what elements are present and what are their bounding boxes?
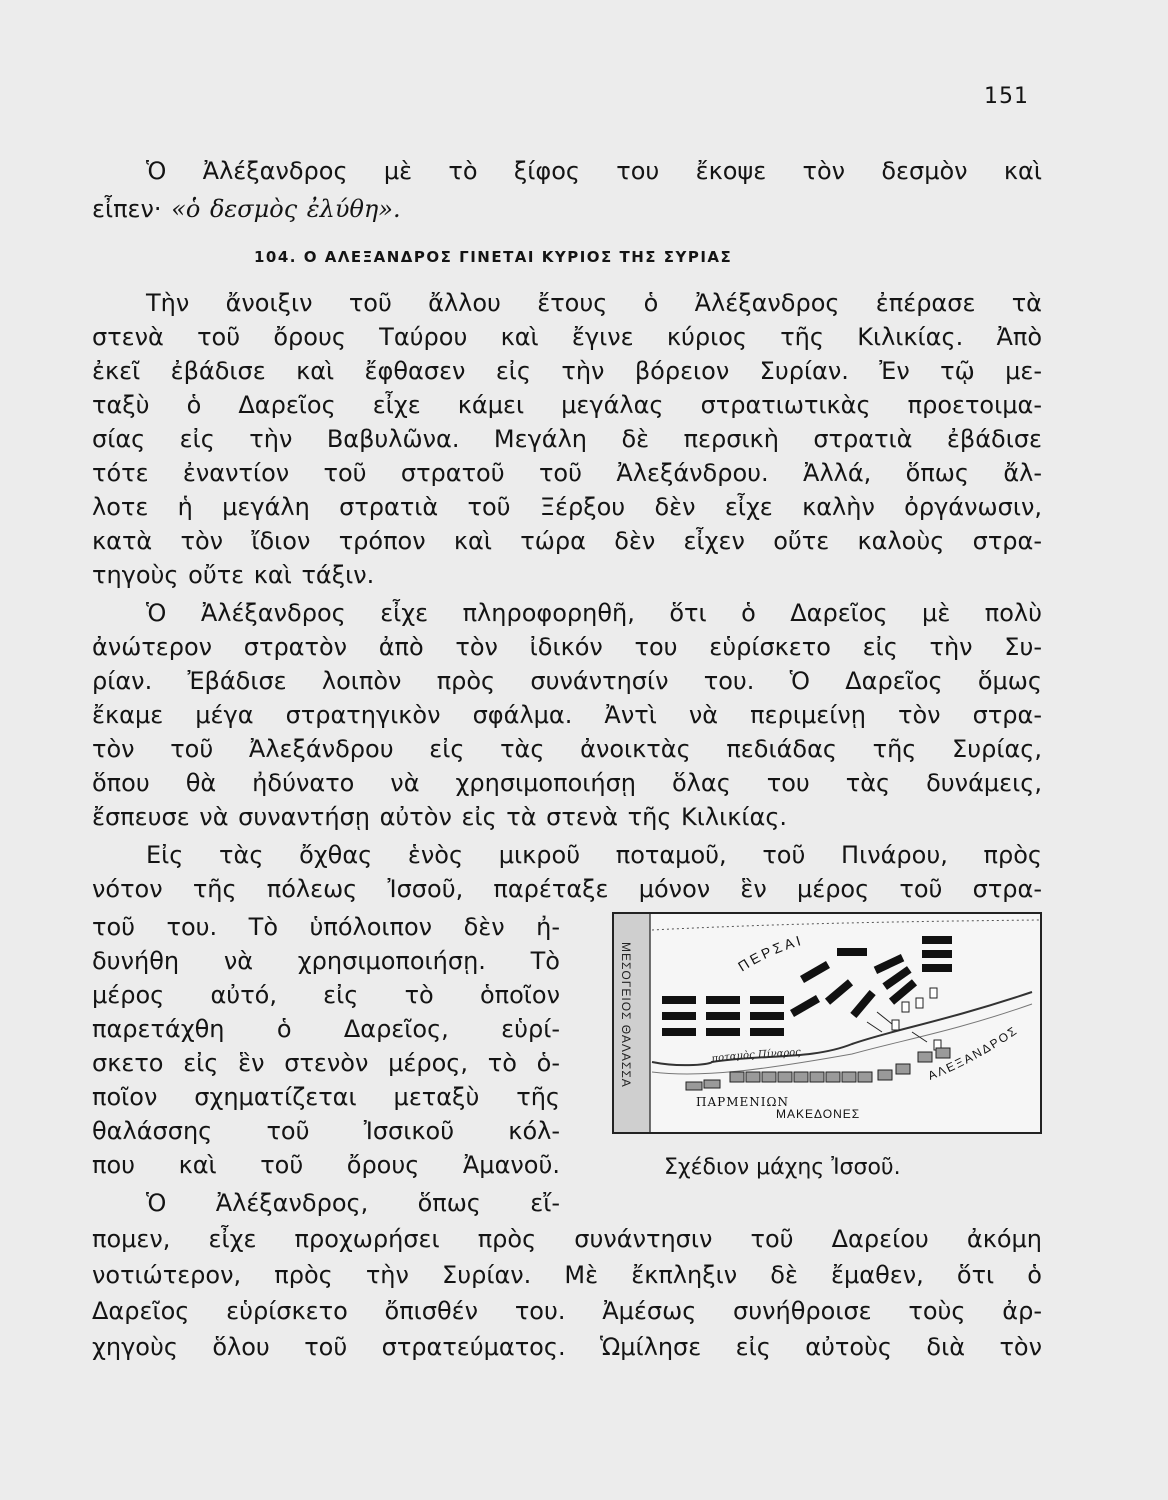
- p1-line: κατὰ τὸν ἴδιον τρόπον καὶ τώρα δὲν εἶχεν οὔτε καλοὺς στρα-: [92, 527, 1042, 555]
- p1-line: ἐκεῖ ἐβάδισε καὶ ἔφθασεν εἰς τὴν βόρειον Συρίαν. Ἐν τῷ με-: [92, 357, 1042, 385]
- map-caption: Σχέδιον μάχης Ἰσσοῦ.: [664, 1155, 901, 1180]
- page-number: 151: [984, 84, 1029, 109]
- p3-short-line: σκετο εἰς ἓν στενὸν μέρος, τὸ ὁ-: [92, 1049, 560, 1077]
- p4-line: Δαρεῖος εὑρίσκετο ὄπισθέν του. Ἀμέσως συνήθροισε τοὺς ἀρ-: [92, 1297, 1042, 1325]
- p2-line: ἔκαμε μέγα στρατηγικὸν σφάλμα. Ἀντὶ νὰ περιμείνῃ τὸν στρα-: [92, 701, 1042, 729]
- p2-line: ἀνώτερον στρατὸν ἀπὸ τὸν ἰδικόν του εὑρίσκετο εἰς τὴν Συ-: [92, 633, 1042, 661]
- p1-line: στενὰ τοῦ ὄρους Ταύρου καὶ ἔγινε κύριος τῆς Κιλικίας. Ἀπὸ: [92, 323, 1042, 351]
- p1-line: τότε ἐναντίον τοῦ στρατοῦ τοῦ Ἀλεξάνδρου. Ἀλλά, ὅπως ἄλ-: [92, 459, 1042, 487]
- parmenion-label: ΠΑΡΜΕΝΙΩΝ: [696, 1095, 789, 1109]
- p1-line: λοτε ἡ μεγάλη στρατιὰ τοῦ Ξέρξου δὲν εἶχε καλὴν ὀργάνωσιν,: [92, 493, 1042, 521]
- p2-line: ἔσπευσε νὰ συναντήσῃ αὐτὸν εἰς τὰ στενὰ τῆς Κιλικίας.: [92, 803, 788, 831]
- p3-line: νότον τῆς πόλεως Ἰσσοῦ, παρέταξε μόνον ἓν μέρος τοῦ στρα-: [92, 875, 1042, 903]
- map-frame: [613, 913, 1041, 1133]
- p4-line: νοτιώτερον, πρὸς τὴν Συρίαν. Μὲ ἔκπληξιν δὲ ἔμαθεν, ὅτι ὁ: [92, 1261, 1042, 1289]
- p2-line: Ὁ Ἀλέξανδρος εἶχε πληροφορηθῆ, ὅτι ὁ Δαρεῖος μὲ πολὺ: [146, 599, 1042, 627]
- intro-line-2: [92, 194, 1042, 224]
- p1-line: σίας εἰς τὴν Βαβυλῶνα. Μεγάλη δὲ περσικὴ στρατιὰ ἐβάδισε: [92, 425, 1042, 453]
- p3-short-line: μέρος αὐτό, εἰς τὸ ὁποῖον: [92, 981, 560, 1009]
- p3-short-line: παρετάχθη ὁ Δαρεῖος, εὑρί-: [92, 1015, 560, 1043]
- p4-line: χηγοὺς ὅλου τοῦ στρατεύματος. Ὡμίλησε εἰς αὐτοὺς διὰ τὸν: [92, 1333, 1042, 1361]
- intro-quote: «ὁ δεσμὸς ἐλύθη».: [171, 195, 401, 223]
- p2-line: ρίαν. Ἐβάδισε λοιπὸν πρὸς συνάντησίν του. Ὁ Δαρεῖος ὅμως: [92, 667, 1042, 695]
- intro-line-1: Ὁ Ἀλέξανδρος μὲ τὸ ξίφος του ἔκοψε τὸν δεσμὸν καὶ: [146, 157, 1042, 185]
- p3-line: Εἰς τὰς ὄχθας ἑνὸς μικροῦ ποταμοῦ, τοῦ Πινάρου, πρὸς: [146, 841, 1042, 869]
- macedonians-label: ΜΑΚΕΔΟΝΕΣ: [776, 1107, 861, 1121]
- p3-short-line: δυνήθη νὰ χρησιμοποιήσῃ. Τὸ: [92, 947, 560, 975]
- p3-short-line: ποῖον σχηματίζεται μεταξὺ τῆς: [92, 1083, 560, 1111]
- persians-label: ΠΕΡΣΑΙ: [735, 931, 806, 975]
- river-label: ποταμὸς Πίναρος: [710, 1046, 802, 1065]
- p3-short-line: θαλάσσης τοῦ Ἰσσικοῦ κόλ-: [92, 1117, 560, 1145]
- p3-short-line: που καὶ τοῦ ὄρους Ἀμανοῦ.: [92, 1151, 560, 1179]
- p1-line: τηγοὺς οὔτε καὶ τάξιν.: [92, 561, 375, 589]
- p2-line: τὸν τοῦ Ἀλεξάνδρου εἰς τὰς ἀνοικτὰς πεδιάδας τῆς Συρίας,: [92, 735, 1042, 763]
- p4-short-line: Ὁ Ἀλέξανδρος, ὅπως εἴ-: [146, 1189, 560, 1217]
- battle-map: [612, 912, 1042, 1134]
- section-heading: 104. Ο ΑΛΕΞΑΝΔΡΟΣ ΓΙΝΕΤΑΙ ΚΥΡΙΟΣ ΤΗΣ ΣΥΡΙΑΣ: [254, 248, 733, 266]
- intro-line-2-start: εἶπεν·: [92, 195, 162, 223]
- alexander-label: ΑΛΕΞΑΝΔΡΟΣ: [925, 1023, 1021, 1083]
- sea-label: ΜΕΣΟΓΕΙΟΣ ΘΑΛΑΣΣΑ: [619, 942, 633, 1088]
- p4-line: πομεν, εἶχε προχωρήσει πρὸς συνάντησιν τοῦ Δαρείου ἀκόμη: [92, 1225, 1042, 1253]
- p1-line: ταξὺ ὁ Δαρεῖος εἶχε κάμει μεγάλας στρατιωτικὰς προετοιμα-: [92, 391, 1042, 419]
- p3-short-line: τοῦ του. Τὸ ὑπόλοιπον δὲν ἠ-: [92, 913, 560, 941]
- p1-line: Τὴν ἄνοιξιν τοῦ ἄλλου ἔτους ὁ Ἀλέξανδρος ἐπέρασε τὰ: [146, 289, 1042, 317]
- p2-line: ὅπου θὰ ἠδύνατο νὰ χρησιμοποιήσῃ ὅλας του τὰς δυνάμεις,: [92, 769, 1042, 797]
